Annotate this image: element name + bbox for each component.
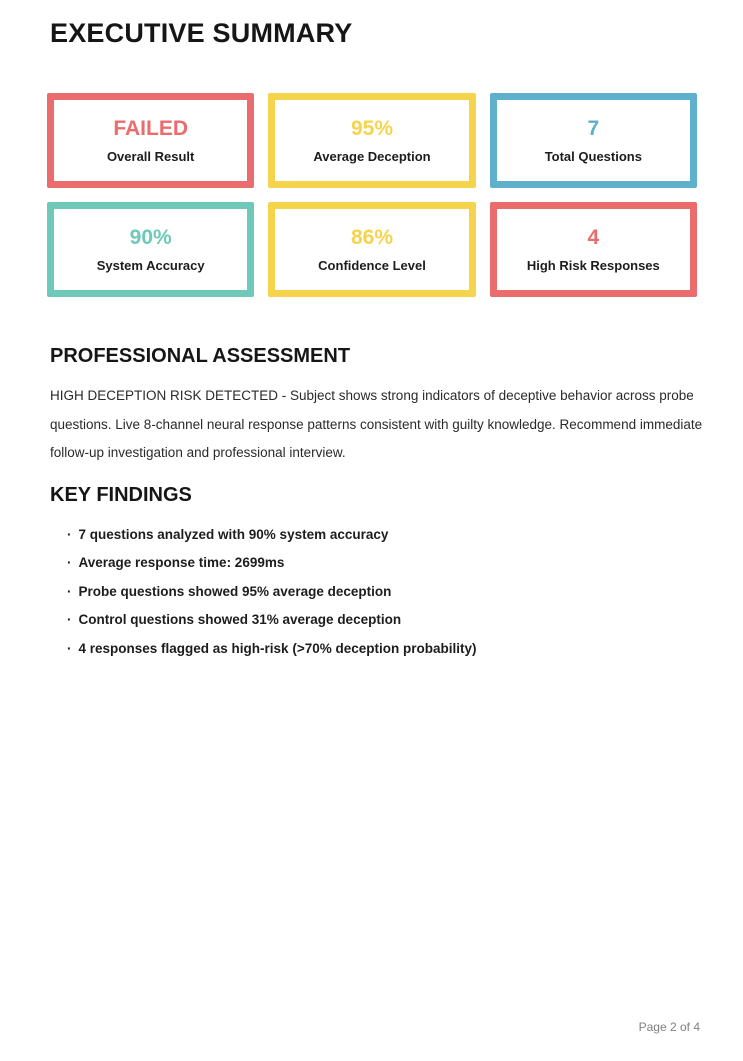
finding-text: Control questions showed 31% average deception — [78, 612, 402, 627]
stat-card-average-deception — [268, 93, 475, 188]
stat-label: System Accuracy — [96, 257, 205, 273]
finding-text: 4 responses flagged as high-risk (>70% deception probability) — [78, 640, 477, 656]
bullet-icon: · — [67, 612, 72, 627]
bullet-icon: · — [67, 555, 72, 570]
stat-value: 86% — [350, 225, 393, 249]
stat-card-overall-result — [47, 93, 254, 188]
stat-card-high-risk-responses — [490, 202, 697, 297]
stat-value: 90% — [129, 225, 172, 249]
stat-value: FAILED — [113, 116, 188, 140]
stat-value: 7 — [587, 116, 600, 140]
finding-text: Probe questions showed 95% average deception — [78, 583, 392, 599]
page-number: Page 2 of 4 — [638, 1020, 700, 1034]
stat-label: Overall Result — [106, 148, 195, 164]
stat-label: Total Questions — [544, 148, 642, 164]
assessment-heading: PROFESSIONAL ASSESSMENT — [50, 345, 351, 367]
finding-item — [67, 635, 743, 664]
bullet-icon: · — [67, 526, 72, 542]
stat-value: 95% — [350, 116, 393, 140]
stat-card-total-questions — [490, 93, 697, 188]
findings-list — [67, 521, 743, 664]
report-page — [0, 17, 743, 1061]
page-title: EXECUTIVE SUMMARY — [50, 18, 353, 48]
finding-item — [67, 549, 743, 578]
stat-cards-grid — [47, 93, 697, 297]
finding-item — [67, 606, 743, 635]
stat-label: Confidence Level — [318, 257, 426, 273]
stat-card-system-accuracy — [47, 202, 254, 297]
stat-label: High Risk Responses — [526, 257, 660, 273]
findings-heading: KEY FINDINGS — [50, 483, 192, 506]
finding-text: 7 questions analyzed with 90% system accuracy — [78, 526, 389, 542]
finding-text: Average response time: 2699ms — [78, 555, 285, 570]
bullet-icon: · — [67, 640, 72, 656]
stat-value: 4 — [587, 225, 600, 249]
finding-item — [67, 521, 743, 550]
assessment-body-text: HIGH DECEPTION RISK DETECTED - Subject shows strong indicators of deceptive behavior across probe questions. Live 8-channel neural response patterns consistent with guilty knowledge. Recommend immediate follow-up investigation and professional interview. — [50, 388, 703, 460]
stat-label: Average Deception — [313, 148, 431, 164]
finding-item — [67, 578, 743, 607]
bullet-icon: · — [67, 583, 72, 599]
stat-card-confidence-level — [268, 202, 475, 297]
